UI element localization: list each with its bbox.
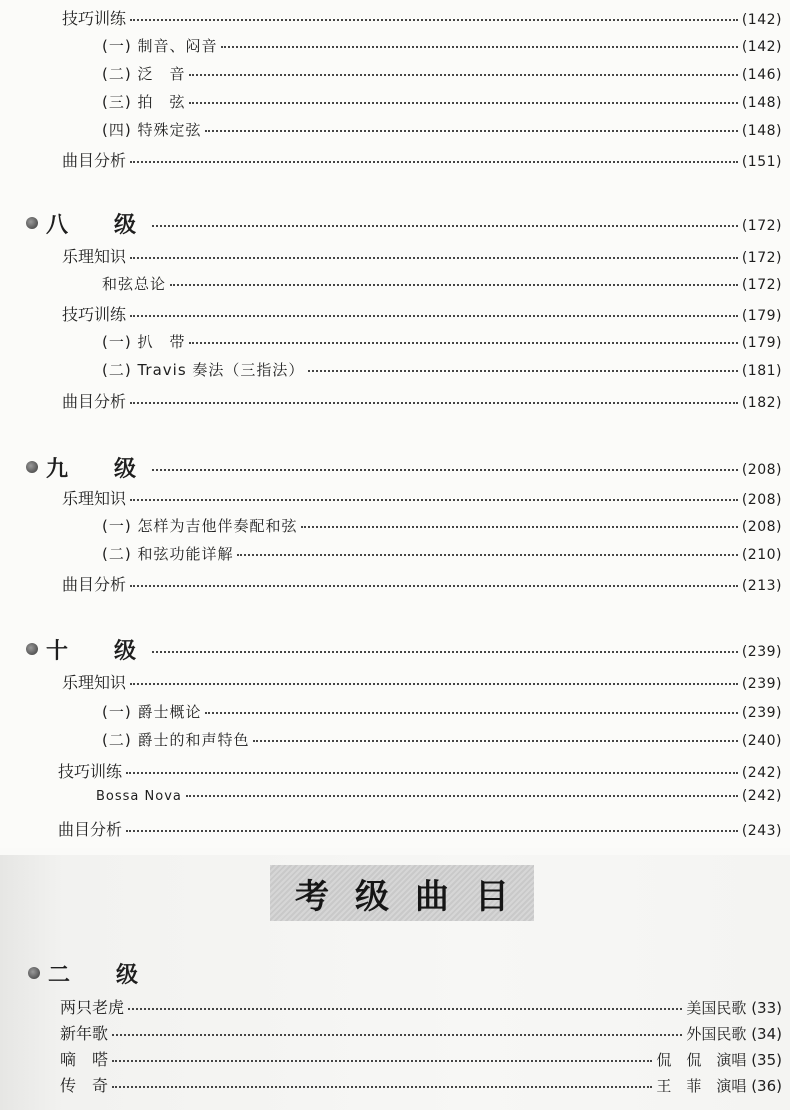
song-performer: 外国民歌 [686, 1025, 747, 1043]
dot-leader [152, 650, 738, 653]
toc-entry-page: (172) [741, 250, 782, 266]
toc-entry[interactable] [102, 359, 782, 380]
toc-entry-label: (四) 特殊定弦 [102, 121, 202, 139]
toc-entry-label: Bossa Nova [96, 789, 182, 804]
toc-entry[interactable] [102, 331, 782, 352]
toc-entry[interactable] [102, 91, 782, 112]
song-entry[interactable] [60, 995, 782, 1018]
dot-leader [112, 1059, 652, 1062]
toc-entry-page: (208) [741, 492, 782, 508]
toc-entry-page: (239) [741, 676, 782, 692]
toc-entry-label: 曲目分析 [58, 820, 123, 839]
toc-entry-page: (208) [741, 519, 782, 535]
song-performer: 侃 侃 演唱 [656, 1051, 747, 1069]
song-performer: 美国民歌 [686, 999, 747, 1017]
song-page: (35) [751, 1051, 782, 1069]
toc-entry-page: (179) [741, 335, 782, 351]
exam-grade-heading[interactable] [28, 958, 150, 989]
section-banner [270, 865, 534, 921]
dot-leader [221, 45, 737, 48]
toc-entry[interactable] [102, 35, 782, 56]
dot-leader [128, 1007, 682, 1010]
toc-entry-label: 和弦总论 [102, 275, 167, 293]
bullet-icon [26, 217, 38, 229]
dot-leader [130, 314, 738, 317]
toc-entry-label: (三) 拍 弦 [102, 93, 186, 111]
toc-entry-page: (240) [741, 733, 782, 749]
toc-entry[interactable] [62, 486, 782, 509]
grade-heading-label-wrap [26, 452, 148, 483]
toc-entry-label: (一) 怎样为吉他伴奏配和弦 [102, 517, 298, 535]
toc-entry-page: (182) [741, 395, 782, 411]
song-page: (33) [751, 999, 782, 1017]
toc-entry[interactable] [102, 119, 782, 140]
dot-leader [237, 553, 737, 556]
toc-entry[interactable] [62, 670, 782, 693]
dot-leader [189, 341, 737, 344]
song-entry[interactable] [60, 1073, 782, 1096]
toc-entry-page: (243) [741, 823, 782, 839]
toc-entry[interactable] [62, 148, 782, 171]
toc-grade-heading[interactable] [26, 452, 782, 483]
toc-grade-heading[interactable] [26, 208, 782, 239]
toc-entry-label: (一) 爵士概论 [102, 703, 202, 721]
toc-entry[interactable] [62, 389, 782, 412]
song-page: (36) [751, 1077, 782, 1095]
toc-entry[interactable] [102, 273, 782, 294]
dot-leader [170, 283, 738, 286]
toc-entry-page: (148) [741, 123, 782, 139]
dot-leader [130, 18, 738, 21]
song-page: (34) [751, 1025, 782, 1043]
toc-entry-label: (二) 和弦功能详解 [102, 545, 234, 563]
toc-entry-page: (239) [741, 643, 782, 660]
song-entry[interactable] [60, 1047, 782, 1070]
dot-leader [301, 525, 737, 528]
toc-entry[interactable] [96, 788, 782, 804]
dot-leader [130, 682, 738, 685]
song-title: 传 奇 [60, 1076, 109, 1095]
section-title: 考级曲目 [295, 876, 535, 917]
toc-entry[interactable] [102, 63, 782, 84]
dot-leader [126, 771, 738, 774]
toc-entry-label: 技巧训练 [62, 305, 127, 324]
dot-leader [308, 369, 737, 372]
dot-leader [126, 829, 738, 832]
toc-entry-label: 技巧训练 [58, 762, 123, 781]
toc-entry-label: (二) 爵士的和声特色 [102, 731, 250, 749]
dot-leader [189, 101, 737, 104]
toc-entry-page: (148) [741, 95, 782, 111]
toc-entry-page: (242) [741, 765, 782, 781]
toc-entry-label: 曲目分析 [62, 575, 127, 594]
grade-title: 二 级 [48, 963, 151, 988]
toc-entry-label: 乐理知识 [62, 247, 127, 266]
song-performer: 王 菲 演唱 [656, 1077, 747, 1095]
bullet-icon [26, 461, 38, 473]
toc-entry[interactable] [62, 6, 782, 29]
toc-entry-label: 乐理知识 [62, 673, 127, 692]
toc-entry[interactable] [62, 244, 782, 267]
toc-entry-page: (172) [741, 217, 782, 234]
grade-title: 十 级 [46, 639, 149, 664]
toc-entry-page: (213) [741, 578, 782, 594]
grade-heading-label-wrap [28, 958, 150, 989]
toc-entry[interactable] [102, 515, 782, 536]
song-entry[interactable] [60, 1021, 782, 1044]
toc-entry-page: (181) [741, 363, 782, 379]
song-title: 嘀 嗒 [60, 1050, 109, 1069]
toc-entry-page: (208) [741, 461, 782, 478]
dot-leader [205, 129, 737, 132]
toc-entry[interactable] [62, 572, 782, 595]
bullet-icon [28, 967, 40, 979]
toc-entry-page: (242) [741, 788, 782, 804]
grade-heading-label-wrap [26, 634, 148, 665]
toc-entry-page: (210) [741, 547, 782, 563]
bullet-icon [26, 643, 38, 655]
dot-leader [205, 711, 737, 714]
grade-heading-label-wrap [26, 208, 148, 239]
toc-entry[interactable] [102, 543, 782, 564]
dot-leader [186, 794, 738, 797]
dot-leader [130, 401, 738, 404]
dot-leader [152, 468, 738, 471]
dot-leader [130, 498, 738, 501]
toc-entry-label: (一) 扒 带 [102, 333, 186, 351]
dot-leader [189, 73, 737, 76]
toc-entry-page: (142) [741, 39, 782, 55]
dot-leader [112, 1033, 682, 1036]
toc-entry-page: (151) [741, 154, 782, 170]
toc-entry-label: 乐理知识 [62, 489, 127, 508]
toc-entry[interactable] [58, 759, 782, 782]
dot-leader [152, 224, 738, 227]
dot-leader [130, 256, 738, 259]
toc-entry-label: 技巧训练 [62, 9, 127, 28]
toc-entry-page: (172) [741, 277, 782, 293]
toc-entry-label: (一) 制音、闷音 [102, 37, 218, 55]
song-title: 新年歌 [60, 1024, 109, 1043]
toc-entry-label: 曲目分析 [62, 392, 127, 411]
dot-leader [112, 1085, 652, 1088]
toc-entry[interactable] [62, 302, 782, 325]
toc-entry-label: (二) 泛 音 [102, 65, 186, 83]
toc-entry-page: (239) [741, 705, 782, 721]
toc-entry-label: 曲目分析 [62, 151, 127, 170]
grade-title: 九 级 [46, 457, 149, 482]
toc-entry-page: (179) [741, 308, 782, 324]
toc-entry[interactable] [58, 817, 782, 840]
toc-entry[interactable] [102, 701, 782, 722]
song-title: 两只老虎 [60, 998, 125, 1017]
toc-entry-page: (146) [741, 67, 782, 83]
toc-entry[interactable] [102, 729, 782, 750]
toc-entry-label: (二) Travis 奏法（三指法） [102, 361, 305, 379]
dot-leader [130, 160, 738, 163]
dot-leader [253, 739, 737, 742]
toc-entry-page: (142) [741, 12, 782, 28]
toc-grade-heading[interactable] [26, 634, 782, 665]
grade-title: 八 级 [46, 213, 149, 238]
dot-leader [130, 584, 738, 587]
